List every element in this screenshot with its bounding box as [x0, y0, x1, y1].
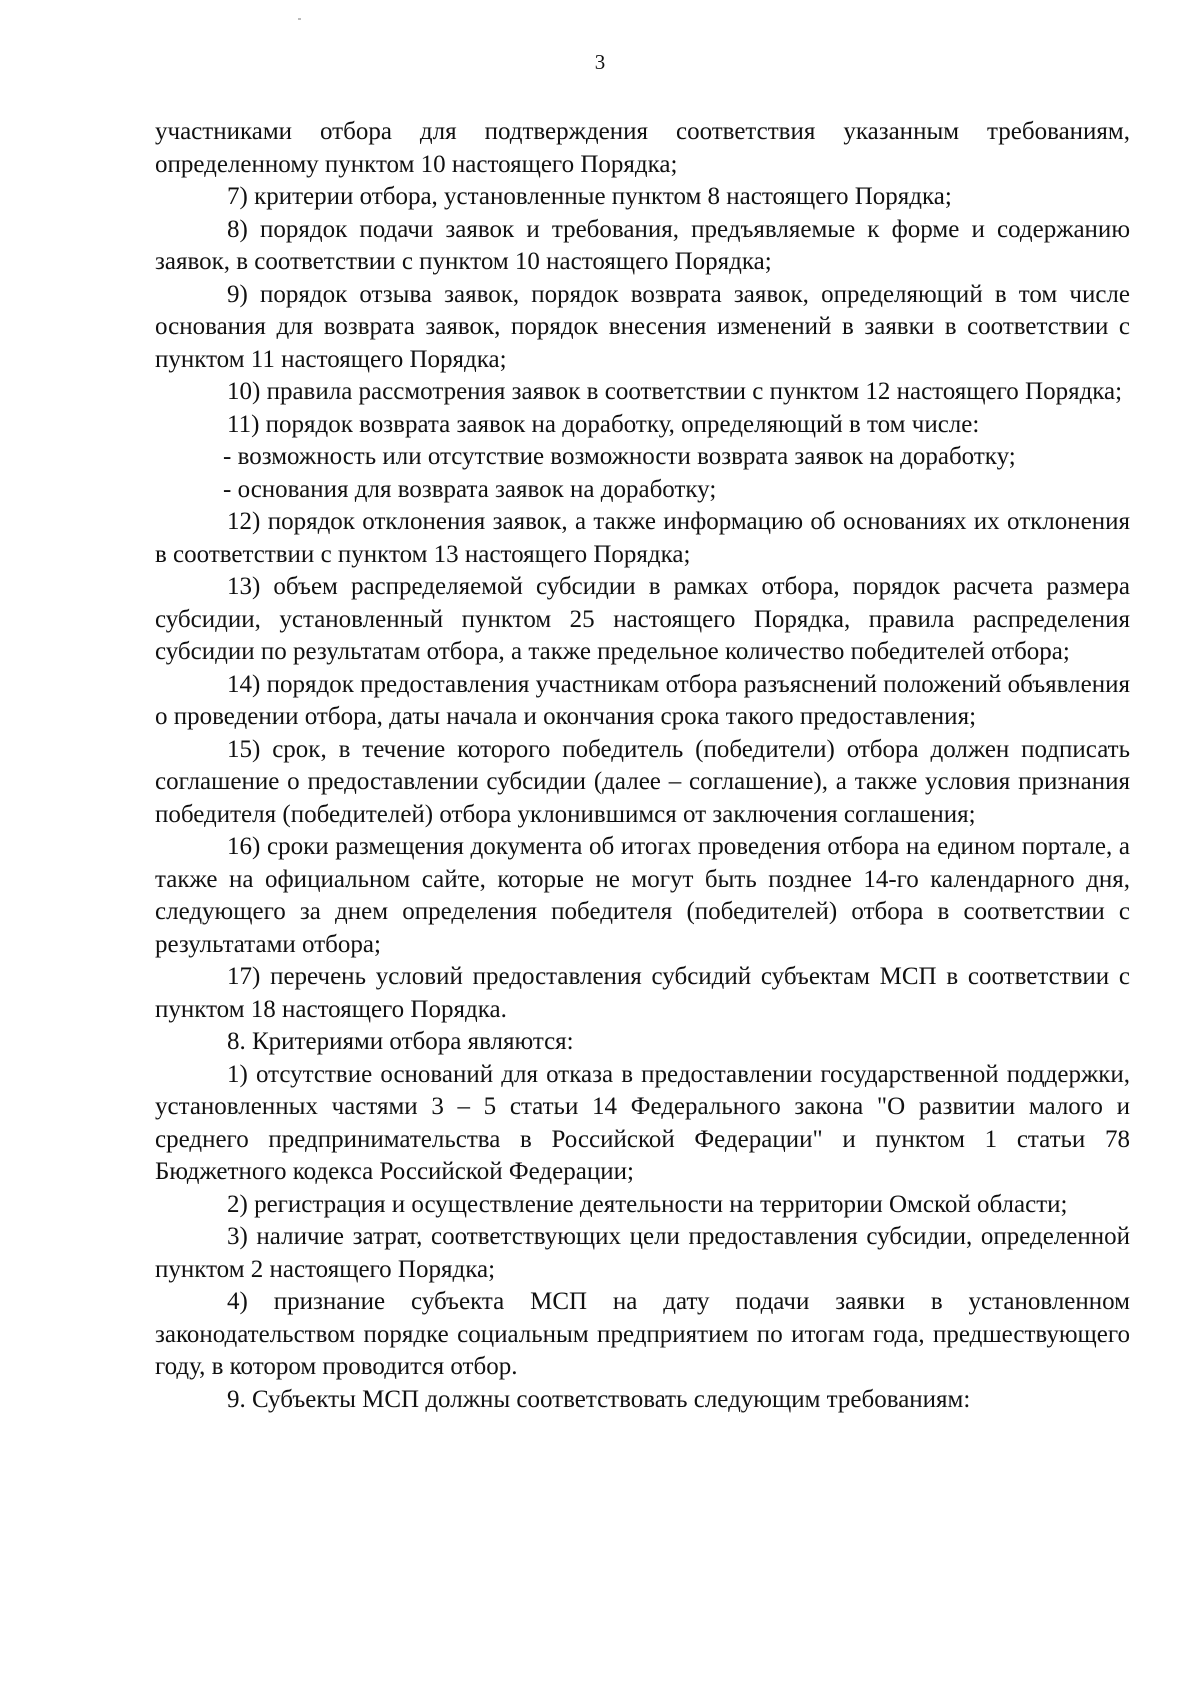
list-item-14: 14) порядок предоставления участникам отбора разъяснений положений объявления о проведении отбора, даты начала и окончания срока такого предоставления; [155, 670, 1130, 730]
list-item-8: 8) порядок подачи заявок и требования, предъявляемые к форме и содержанию заявок, в соответствии с пунктом 10 настоящего Порядка; [155, 215, 1130, 275]
criterion-4: 4) признание субъекта МСП на дату подачи заявки в установленном законодательством порядке социальным предприятием по итогам года, предшествующего году, в котором проводится отбор. [155, 1288, 1130, 1380]
list-item-9: 9) порядок отзыва заявок, порядок возврата заявок, определяющий в том числе основания для возврата заявок, порядок внесения изменений в заявки в соответствии с пунктом 11 настоящего Порядка; [155, 280, 1130, 373]
dash-item-possibility: - возможность или отсутствие возможности возврата заявок на доработку; [223, 443, 1016, 470]
list-item-12: 12) порядок отклонения заявок, а также информацию об основаниях их отклонения в соответствии с пунктом 13 настоящего Порядка; [155, 508, 1130, 568]
dash-item-grounds: - основания для возврата заявок на доработку; [223, 475, 717, 503]
criterion-1: 1) отсутствие оснований для отказа в предоставлении государственной поддержки, установленных частями 3 – 5 статьи 14 Федерального закона "О развитии малого и среднего предпринимательства в Российской Федерации" и пунктом 1 статьи 78 Бюджетного кодекса Российской Федерации; [155, 1060, 1130, 1185]
list-item-15: 15) срок, в течение которого победитель (победители) отбора должен подписать соглашение о предоставлении субсидии (далее – соглашение), а также условия признания победителя (победителей) отбора уклонившимся от заключения соглашения; [155, 735, 1130, 828]
page-number: 3 [594, 50, 606, 74]
list-item-17: 17) перечень условий предоставления субсидий субъектам МСП в соответствии с пунктом 18 настоящего Порядка. [155, 963, 1130, 1023]
scan-artifact [298, 18, 301, 20]
section-9-heading: 9. Субъекты МСП должны соответствовать следующим требованиям: [227, 1385, 971, 1413]
criterion-3: 3) наличие затрат, соответствующих цели предоставления субсидии, определенной пунктом 2 настоящего Порядка; [155, 1223, 1130, 1283]
section-8-heading: 8. Критериями отбора являются: [227, 1028, 574, 1055]
list-item-7: 7) критерии отбора, установленные пунктом 8 настоящего Порядка; [227, 183, 952, 210]
document-body [155, 116, 1130, 1416]
paragraph-continuation: участниками отбора для подтверждения соответствия указанным требованиям, определенному пунктом 10 настоящего Порядка; [155, 118, 1130, 178]
list-item-16: 16) сроки размещения документа об итогах проведения отбора на едином портале, а также на официальном сайте, которые не могут быть позднее 14-го календарного дня, следующего за днем определения победителя (победителей) отбора в соответствии с результатами отбора; [155, 833, 1130, 958]
criterion-2: 2) регистрация и осуществление деятельности на территории Омской области; [227, 1190, 1068, 1218]
list-item-10: 10) правила рассмотрения заявок в соответствии с пунктом 12 настоящего Порядка; [227, 378, 1123, 405]
list-item-13: 13) объем распределяемой субсидии в рамках отбора, порядок расчета размера субсидии, установленный пунктом 25 настоящего Порядка, правила распределения субсидии по результатам отбора, а также предельное количество победителей отбора; [155, 573, 1130, 665]
list-item-11: 11) порядок возврата заявок на доработку, определяющий в том числе: [227, 410, 980, 438]
